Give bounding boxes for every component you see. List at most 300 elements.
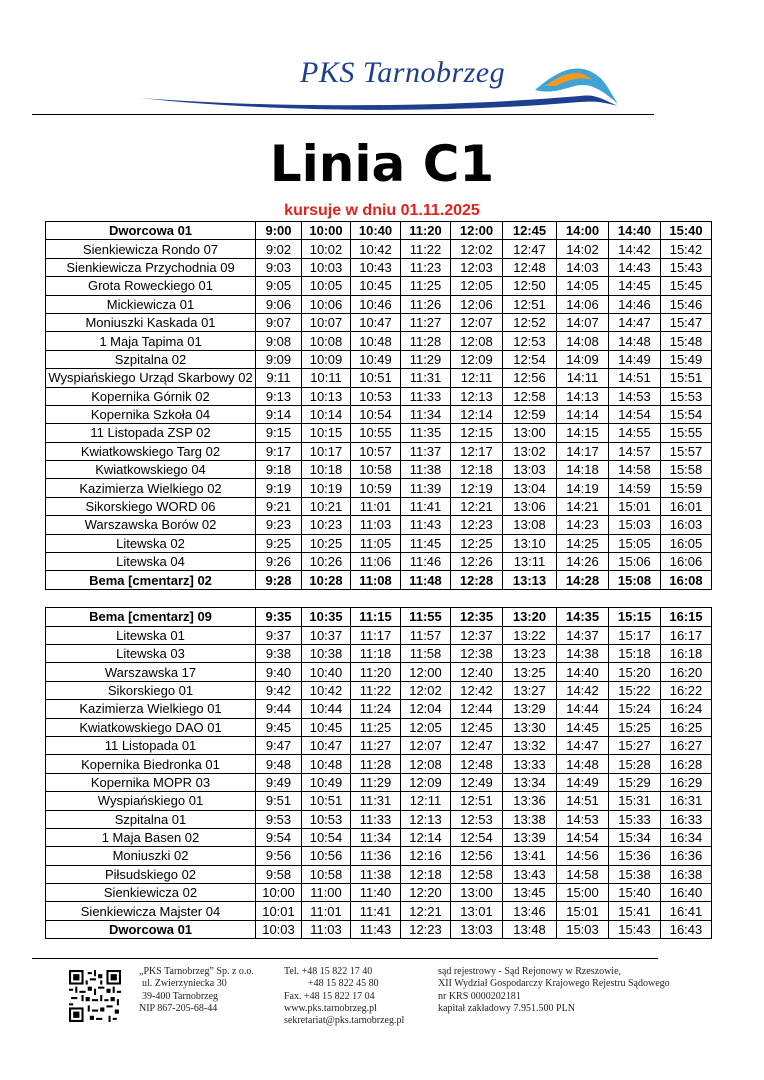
timetable-row bbox=[46, 865, 712, 883]
stop-name: Szpitalna 02 bbox=[46, 350, 256, 368]
departure-time: 13:03 bbox=[451, 920, 503, 938]
departure-time: 11:58 bbox=[401, 644, 451, 662]
departure-time: 12:59 bbox=[503, 405, 557, 423]
departure-time: 15:41 bbox=[609, 902, 661, 920]
departure-time: 12:21 bbox=[401, 902, 451, 920]
departure-time: 13:10 bbox=[503, 534, 557, 552]
departure-time: 12:08 bbox=[401, 755, 451, 773]
timetable-row bbox=[46, 663, 712, 681]
departure-time: 15:36 bbox=[609, 847, 661, 865]
departure-time: 14:58 bbox=[557, 865, 609, 883]
departure-time: 15:22 bbox=[609, 681, 661, 699]
departure-time: 14:09 bbox=[557, 350, 609, 368]
departure-time: 11:22 bbox=[351, 681, 401, 699]
departure-time: 12:21 bbox=[451, 497, 503, 515]
departure-time: 12:17 bbox=[451, 442, 503, 460]
departure-time: 10:45 bbox=[351, 277, 401, 295]
departure-time: 14:05 bbox=[557, 277, 609, 295]
departure-time: 13:41 bbox=[503, 847, 557, 865]
timetable bbox=[45, 221, 712, 939]
departure-time: 16:28 bbox=[661, 755, 712, 773]
departure-time: 12:07 bbox=[401, 736, 451, 754]
timetable-row bbox=[46, 718, 712, 736]
departure-time: 15:49 bbox=[661, 350, 712, 368]
stop-name: Dworcowa 01 bbox=[46, 222, 256, 240]
stop-name: Kazimierza Wielkiego 01 bbox=[46, 700, 256, 718]
departure-time: 15:54 bbox=[661, 405, 712, 423]
timetable-row bbox=[46, 240, 712, 258]
departure-time: 9:26 bbox=[256, 553, 302, 571]
stop-name: Litewska 02 bbox=[46, 534, 256, 552]
departure-time: 10:42 bbox=[302, 681, 351, 699]
departure-time: 13:23 bbox=[503, 644, 557, 662]
departure-time: 9:40 bbox=[256, 663, 302, 681]
departure-time: 10:00 bbox=[256, 884, 302, 902]
departure-time: 9:11 bbox=[256, 369, 302, 387]
departure-time: 9:25 bbox=[256, 534, 302, 552]
departure-time: 13:34 bbox=[503, 773, 557, 791]
departure-time: 14:00 bbox=[557, 222, 609, 240]
departure-time: 11:55 bbox=[401, 608, 451, 626]
departure-time: 10:43 bbox=[351, 258, 401, 276]
departure-time: 10:17 bbox=[302, 442, 351, 460]
departure-time: 11:43 bbox=[401, 516, 451, 534]
departure-time: 16:15 bbox=[661, 608, 712, 626]
departure-time: 11:38 bbox=[401, 461, 451, 479]
departure-time: 15:06 bbox=[609, 553, 661, 571]
departure-time: 10:48 bbox=[351, 332, 401, 350]
departure-time: 14:06 bbox=[557, 295, 609, 313]
departure-time: 15:40 bbox=[609, 884, 661, 902]
departure-time: 13:01 bbox=[451, 902, 503, 920]
departure-time: 10:55 bbox=[351, 424, 401, 442]
departure-time: 14:58 bbox=[609, 461, 661, 479]
stop-name: Mickiewicza 01 bbox=[46, 295, 256, 313]
departure-time: 15:42 bbox=[661, 240, 712, 258]
footer-tel-1: Tel. +48 15 822 17 40 bbox=[284, 966, 373, 977]
departure-time: 15:48 bbox=[661, 332, 712, 350]
departure-time: 10:03 bbox=[256, 920, 302, 938]
departure-time: 14:07 bbox=[557, 313, 609, 331]
departure-time: 15:17 bbox=[609, 626, 661, 644]
departure-time: 16:24 bbox=[661, 700, 712, 718]
stop-name: Litewska 04 bbox=[46, 553, 256, 571]
departure-time: 11:20 bbox=[351, 663, 401, 681]
stop-name: Sienkiewicza 02 bbox=[46, 884, 256, 902]
timetable-row bbox=[46, 405, 712, 423]
stop-name: Warszawska Borów 02 bbox=[46, 516, 256, 534]
departure-time: 11:20 bbox=[401, 222, 451, 240]
departure-time: 9:06 bbox=[256, 295, 302, 313]
departure-time: 14:03 bbox=[557, 258, 609, 276]
departure-time: 9:07 bbox=[256, 313, 302, 331]
departure-time: 15:51 bbox=[661, 369, 712, 387]
stop-name: Wyspiańskiego 01 bbox=[46, 792, 256, 810]
departure-time: 10:23 bbox=[302, 516, 351, 534]
departure-time: 12:13 bbox=[451, 387, 503, 405]
departure-time: 14:51 bbox=[557, 792, 609, 810]
departure-time: 14:23 bbox=[557, 516, 609, 534]
timetable-row bbox=[46, 884, 712, 902]
departure-time: 9:05 bbox=[256, 277, 302, 295]
departure-time: 12:48 bbox=[451, 755, 503, 773]
footer-email-link[interactable]: sekretariat@pks.tarnobrzeg.pl bbox=[284, 1015, 405, 1027]
departure-time: 13:13 bbox=[503, 571, 557, 589]
timetable-row bbox=[46, 700, 712, 718]
departure-time: 11:29 bbox=[351, 773, 401, 791]
departure-time: 12:03 bbox=[451, 258, 503, 276]
departure-time: 12:26 bbox=[451, 553, 503, 571]
departure-time: 10:42 bbox=[351, 240, 401, 258]
departure-time: 14:56 bbox=[557, 847, 609, 865]
departure-time: 12:04 bbox=[401, 700, 451, 718]
departure-time: 16:08 bbox=[661, 571, 712, 589]
stop-name: Kopernika Górnik 02 bbox=[46, 387, 256, 405]
timetable-row bbox=[46, 313, 712, 331]
stop-name: Warszawska 17 bbox=[46, 663, 256, 681]
departure-time: 13:04 bbox=[503, 479, 557, 497]
departure-time: 10:59 bbox=[351, 479, 401, 497]
departure-time: 16:36 bbox=[661, 847, 712, 865]
departure-time: 11:23 bbox=[401, 258, 451, 276]
departure-time: 12:47 bbox=[503, 240, 557, 258]
departure-time: 11:06 bbox=[351, 553, 401, 571]
departure-time: 11:25 bbox=[351, 718, 401, 736]
timetable-row bbox=[46, 295, 712, 313]
departure-time: 14:49 bbox=[557, 773, 609, 791]
departure-time: 12:53 bbox=[503, 332, 557, 350]
departure-time: 15:08 bbox=[609, 571, 661, 589]
departure-time: 12:25 bbox=[451, 534, 503, 552]
departure-time: 13:32 bbox=[503, 736, 557, 754]
stop-name: Moniuszki 02 bbox=[46, 847, 256, 865]
departure-time: 10:00 bbox=[302, 222, 351, 240]
timetable-row bbox=[46, 847, 712, 865]
departure-time: 11:05 bbox=[351, 534, 401, 552]
departure-time: 15:01 bbox=[557, 902, 609, 920]
departure-time: 16:40 bbox=[661, 884, 712, 902]
departure-time: 10:14 bbox=[302, 405, 351, 423]
departure-time: 9:37 bbox=[256, 626, 302, 644]
departure-time: 10:26 bbox=[302, 553, 351, 571]
departure-time: 9:00 bbox=[256, 222, 302, 240]
departure-time: 10:51 bbox=[302, 792, 351, 810]
departure-time: 14:40 bbox=[609, 222, 661, 240]
departure-time: 9:45 bbox=[256, 718, 302, 736]
departure-time: 12:56 bbox=[451, 847, 503, 865]
departure-time: 15:38 bbox=[609, 865, 661, 883]
departure-time: 9:47 bbox=[256, 736, 302, 754]
departure-time: 12:56 bbox=[503, 369, 557, 387]
departure-time: 12:58 bbox=[503, 387, 557, 405]
departure-time: 11:33 bbox=[401, 387, 451, 405]
departure-time: 9:03 bbox=[256, 258, 302, 276]
departure-time: 14:35 bbox=[557, 608, 609, 626]
footer-nip: NIP 867-205-68-44 bbox=[139, 1002, 218, 1014]
footer-capital: kapitał zakładowy 7.951.500 PLN bbox=[438, 1002, 575, 1014]
footer-fax: Fax. +48 15 822 17 04 bbox=[284, 990, 375, 1002]
departure-time: 10:07 bbox=[302, 313, 351, 331]
departure-time: 15:43 bbox=[609, 920, 661, 938]
departure-time: 9:28 bbox=[256, 571, 302, 589]
departure-time: 9:18 bbox=[256, 461, 302, 479]
departure-time: 11:31 bbox=[351, 792, 401, 810]
timetable-row bbox=[46, 810, 712, 828]
departure-time: 15:34 bbox=[609, 828, 661, 846]
departure-time: 12:28 bbox=[451, 571, 503, 589]
departure-time: 13:00 bbox=[451, 884, 503, 902]
departure-time: 14:08 bbox=[557, 332, 609, 350]
departure-time: 14:45 bbox=[557, 718, 609, 736]
departure-time: 11:34 bbox=[351, 828, 401, 846]
departure-time: 12:06 bbox=[451, 295, 503, 313]
timetable-row bbox=[46, 516, 712, 534]
departure-time: 10:51 bbox=[351, 369, 401, 387]
departure-time: 15:31 bbox=[609, 792, 661, 810]
departure-time: 14:14 bbox=[557, 405, 609, 423]
timetable-row bbox=[46, 424, 712, 442]
departure-time: 16:25 bbox=[661, 718, 712, 736]
departure-time: 11:34 bbox=[401, 405, 451, 423]
departure-time: 15:47 bbox=[661, 313, 712, 331]
departure-time: 14:47 bbox=[557, 736, 609, 754]
stop-name: Litewska 01 bbox=[46, 626, 256, 644]
departure-time: 12:07 bbox=[451, 313, 503, 331]
footer-court-division: XII Wydział Gospodarczy Krajowego Rejestru Sądowego bbox=[438, 978, 670, 990]
departure-time: 15:33 bbox=[609, 810, 661, 828]
departure-time: 11:46 bbox=[401, 553, 451, 571]
departure-time: 14:48 bbox=[557, 755, 609, 773]
departure-time: 12:58 bbox=[451, 865, 503, 883]
departure-time: 15:03 bbox=[557, 920, 609, 938]
footer-city: 39-400 Tarnobrzeg bbox=[142, 990, 219, 1002]
service-date-notice: kursuje w dniu 01.11.2025 bbox=[284, 202, 480, 219]
departure-time: 14:37 bbox=[557, 626, 609, 644]
departure-time: 16:06 bbox=[661, 553, 712, 571]
timetable-row bbox=[46, 828, 712, 846]
departure-time: 11:36 bbox=[351, 847, 401, 865]
departure-time: 15:46 bbox=[661, 295, 712, 313]
departure-time: 11:25 bbox=[401, 277, 451, 295]
departure-time: 16:22 bbox=[661, 681, 712, 699]
timetable-row bbox=[46, 258, 712, 276]
departure-time: 12:37 bbox=[451, 626, 503, 644]
timetable-row bbox=[46, 571, 712, 589]
footer-registry bbox=[438, 966, 670, 1015]
departure-time: 10:44 bbox=[302, 700, 351, 718]
departure-time: 11:08 bbox=[351, 571, 401, 589]
stop-name: Kopernika Szkoła 04 bbox=[46, 405, 256, 423]
departure-time: 16:34 bbox=[661, 828, 712, 846]
departure-time: 14:47 bbox=[609, 313, 661, 331]
departure-time: 14:59 bbox=[609, 479, 661, 497]
footer-website-link[interactable]: www.pks.tarnobrzeg.pl bbox=[284, 1002, 377, 1014]
departure-time: 9:54 bbox=[256, 828, 302, 846]
departure-time: 13:48 bbox=[503, 920, 557, 938]
departure-time: 10:40 bbox=[351, 222, 401, 240]
departure-time: 14:38 bbox=[557, 644, 609, 662]
stop-name: 1 Maja Tapima 01 bbox=[46, 332, 256, 350]
departure-time: 10:58 bbox=[351, 461, 401, 479]
departure-time: 9:21 bbox=[256, 497, 302, 515]
departure-time: 10:54 bbox=[351, 405, 401, 423]
departure-time: 10:02 bbox=[302, 240, 351, 258]
departure-time: 15:18 bbox=[609, 644, 661, 662]
departure-time: 10:38 bbox=[302, 644, 351, 662]
departure-time: 15:01 bbox=[609, 497, 661, 515]
departure-time: 12:38 bbox=[451, 644, 503, 662]
departure-time: 12:53 bbox=[451, 810, 503, 828]
departure-time: 15:57 bbox=[661, 442, 712, 460]
departure-time: 16:31 bbox=[661, 792, 712, 810]
departure-time: 11:57 bbox=[401, 626, 451, 644]
departure-time: 10:47 bbox=[302, 736, 351, 754]
departure-time: 11:03 bbox=[351, 516, 401, 534]
departure-time: 9:51 bbox=[256, 792, 302, 810]
stop-name: 11 Listopada ZSP 02 bbox=[46, 424, 256, 442]
departure-time: 10:46 bbox=[351, 295, 401, 313]
departure-time: 10:58 bbox=[302, 865, 351, 883]
stop-name: Kazimierza Wielkiego 02 bbox=[46, 479, 256, 497]
timetable-row bbox=[46, 534, 712, 552]
departure-time: 15:05 bbox=[609, 534, 661, 552]
departure-time: 15:29 bbox=[609, 773, 661, 791]
departure-time: 12:11 bbox=[401, 792, 451, 810]
departure-time: 10:54 bbox=[302, 828, 351, 846]
departure-time: 13:22 bbox=[503, 626, 557, 644]
stop-name: Dworcowa 01 bbox=[46, 920, 256, 938]
departure-time: 14:42 bbox=[609, 240, 661, 258]
departure-time: 15:20 bbox=[609, 663, 661, 681]
departure-time: 11:41 bbox=[401, 497, 451, 515]
departure-time: 9:02 bbox=[256, 240, 302, 258]
departure-time: 12:09 bbox=[451, 350, 503, 368]
stop-name: Sienkiewicza Majster 04 bbox=[46, 902, 256, 920]
header-divider bbox=[32, 114, 654, 115]
departure-time: 13:20 bbox=[503, 608, 557, 626]
timetable-row bbox=[46, 332, 712, 350]
stop-name: Moniuszki Kaskada 01 bbox=[46, 313, 256, 331]
departure-time: 12:14 bbox=[401, 828, 451, 846]
departure-time: 9:49 bbox=[256, 773, 302, 791]
departure-time: 12:02 bbox=[401, 681, 451, 699]
departure-time: 13:06 bbox=[503, 497, 557, 515]
departure-time: 13:33 bbox=[503, 755, 557, 773]
footer-company-name: „PKS Tarnobrzeg” Sp. z o.o. bbox=[139, 966, 254, 977]
departure-time: 9:17 bbox=[256, 442, 302, 460]
departure-time: 12:05 bbox=[401, 718, 451, 736]
stop-name: Kopernika Biedronka 01 bbox=[46, 755, 256, 773]
departure-time: 12:13 bbox=[401, 810, 451, 828]
departure-time: 11:18 bbox=[351, 644, 401, 662]
departure-time: 16:38 bbox=[661, 865, 712, 883]
departure-time: 12:14 bbox=[451, 405, 503, 423]
departure-time: 15:45 bbox=[661, 277, 712, 295]
timetable-row bbox=[46, 773, 712, 791]
departure-time: 9:38 bbox=[256, 644, 302, 662]
departure-time: 11:35 bbox=[401, 424, 451, 442]
departure-time: 14:21 bbox=[557, 497, 609, 515]
timetable-row bbox=[46, 626, 712, 644]
departure-time: 10:48 bbox=[302, 755, 351, 773]
departure-time: 10:57 bbox=[351, 442, 401, 460]
departure-time: 10:35 bbox=[302, 608, 351, 626]
departure-time: 13:08 bbox=[503, 516, 557, 534]
departure-time: 11:27 bbox=[401, 313, 451, 331]
departure-time: 15:25 bbox=[609, 718, 661, 736]
stop-name: Kwiatkowskiego 04 bbox=[46, 461, 256, 479]
departure-time: 12:09 bbox=[401, 773, 451, 791]
departure-time: 12:08 bbox=[451, 332, 503, 350]
departure-time: 12:45 bbox=[503, 222, 557, 240]
departure-time: 9:19 bbox=[256, 479, 302, 497]
departure-time: 11:40 bbox=[351, 884, 401, 902]
departure-time: 11:33 bbox=[351, 810, 401, 828]
stop-name: Sienkiewicza Przychodnia 09 bbox=[46, 258, 256, 276]
departure-time: 12:23 bbox=[451, 516, 503, 534]
footer-divider bbox=[32, 958, 658, 959]
departure-time: 16:29 bbox=[661, 773, 712, 791]
departure-time: 15:59 bbox=[661, 479, 712, 497]
departure-time: 12:02 bbox=[451, 240, 503, 258]
timetable-row bbox=[46, 387, 712, 405]
stop-name: Sikorskiego 01 bbox=[46, 681, 256, 699]
departure-time: 14:51 bbox=[609, 369, 661, 387]
departure-time: 12:54 bbox=[451, 828, 503, 846]
stop-name: Bema [cmentarz] 09 bbox=[46, 608, 256, 626]
departure-time: 10:01 bbox=[256, 902, 302, 920]
departure-time: 12:49 bbox=[451, 773, 503, 791]
timetable-row bbox=[46, 277, 712, 295]
section-gap bbox=[46, 589, 712, 607]
departure-time: 12:48 bbox=[503, 258, 557, 276]
departure-time: 12:16 bbox=[401, 847, 451, 865]
page-title: Linia C1 bbox=[269, 135, 495, 193]
departure-time: 16:17 bbox=[661, 626, 712, 644]
departure-time: 11:29 bbox=[401, 350, 451, 368]
departure-time: 14:55 bbox=[609, 424, 661, 442]
stop-name: Bema [cmentarz] 02 bbox=[46, 571, 256, 589]
departure-time: 15:53 bbox=[661, 387, 712, 405]
stop-name: Sienkiewicza Rondo 07 bbox=[46, 240, 256, 258]
footer-krs: nr KRS 0000202181 bbox=[438, 990, 521, 1002]
departure-time: 14:17 bbox=[557, 442, 609, 460]
departure-time: 12:23 bbox=[401, 920, 451, 938]
departure-time: 10:25 bbox=[302, 534, 351, 552]
departure-time: 15:28 bbox=[609, 755, 661, 773]
departure-time: 15:24 bbox=[609, 700, 661, 718]
departure-time: 11:41 bbox=[351, 902, 401, 920]
departure-time: 10:53 bbox=[351, 387, 401, 405]
departure-time: 13:39 bbox=[503, 828, 557, 846]
departure-time: 12:51 bbox=[451, 792, 503, 810]
departure-time: 13:00 bbox=[503, 424, 557, 442]
departure-time: 14:53 bbox=[557, 810, 609, 828]
departure-time: 10:11 bbox=[302, 369, 351, 387]
departure-time: 11:28 bbox=[351, 755, 401, 773]
departure-time: 11:15 bbox=[351, 608, 401, 626]
timetable-row bbox=[46, 553, 712, 571]
stop-name: Piłsudskiego 02 bbox=[46, 865, 256, 883]
departure-time: 10:19 bbox=[302, 479, 351, 497]
departure-time: 11:48 bbox=[401, 571, 451, 589]
departure-time: 11:03 bbox=[302, 920, 351, 938]
departure-time: 12:52 bbox=[503, 313, 557, 331]
departure-time: 9:13 bbox=[256, 387, 302, 405]
departure-time: 16:01 bbox=[661, 497, 712, 515]
timetable-row bbox=[46, 442, 712, 460]
departure-time: 9:56 bbox=[256, 847, 302, 865]
